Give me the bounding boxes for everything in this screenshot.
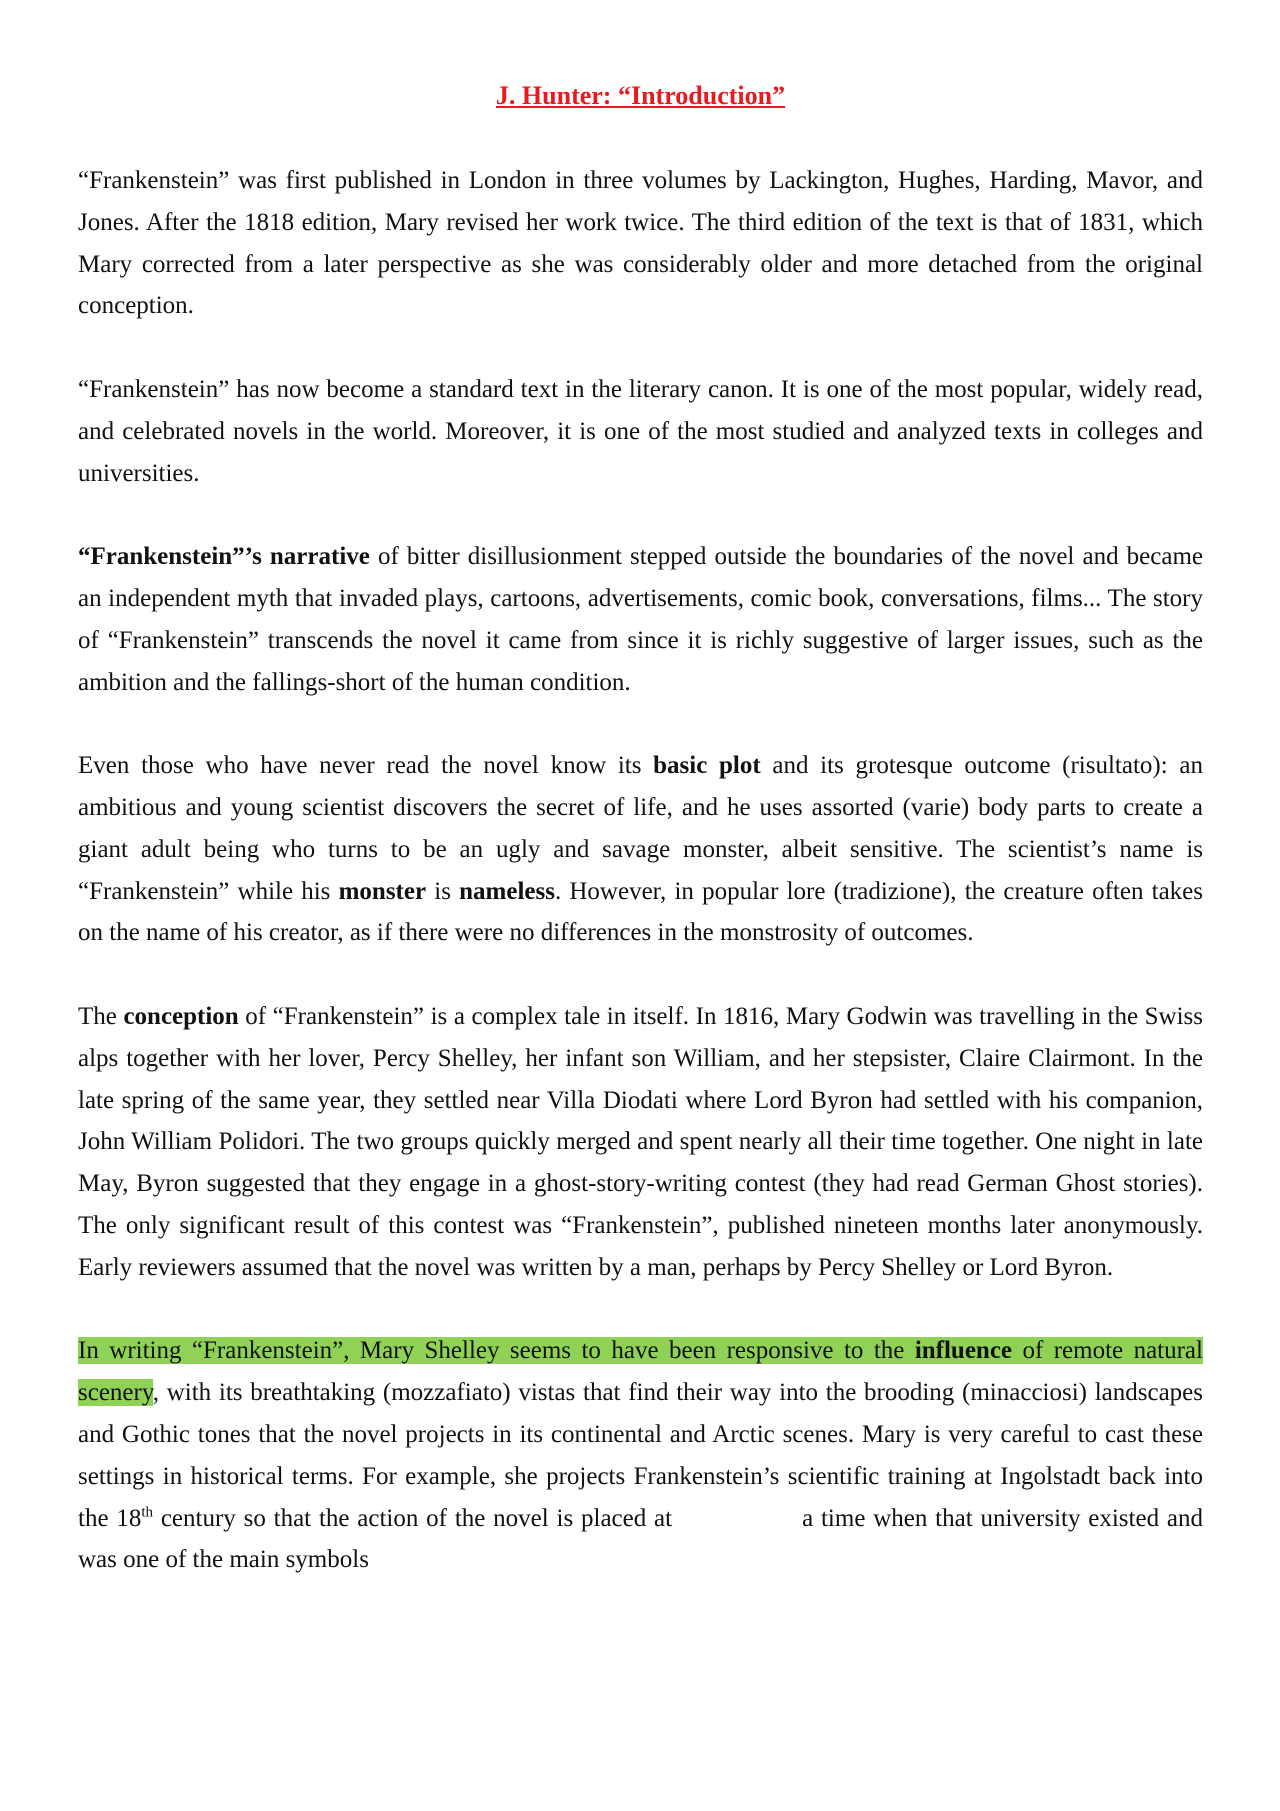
page-title: J. Hunter: “Introduction” [495,81,786,110]
paragraph-text: century so that the action of the novel is placed at [153,1504,673,1532]
paragraph-text: , with its breathtaking (mozzafiato) vistas that find their way into the brooding (minacciosi) landscapes and Gothic tones that the novel projects in its continental and Arctic scenes. Mary is very careful to cast these settings in historical terms. For example, she projects Frankenstein’s scientific training at Ingolstadt back into the 18 [78,1379,1203,1532]
paragraph-publication: “Frankenstein” was first published in London in three volumes by Lackington, Hughes, Harding, Mavor, and Jones. After the 1818 edition, Mary revised her work twice. The third edition of the text is that of 1831, which Mary corrected from a later perspective as she was considerably older and more detached from the original conception. [78,167,1203,320]
paragraph-conception [78,996,1203,1289]
paragraph-text: is [426,877,460,905]
paragraph-text: a time when that university existed and was one of the main symbols [78,1504,1203,1574]
paragraph-text: Even those who have never read the novel know its [78,752,654,780]
bold-phrase: influence [914,1337,1013,1365]
paragraph-text: of remote natural scenery [78,1337,1203,1407]
paragraph-narrative [78,536,1203,703]
paragraph-text: and its grotesque outcome (risultato): an ambitious and young scientist discovers the secret of life, and he uses assorted (varie) body parts to create a giant adult being who turns to be an ugly and savage monster, albeit sensitive. The scientist’s name is “Frankenstein” while his [78,752,1203,905]
superscript: th [141,1504,154,1521]
bold-phrase: basic plot [653,752,761,780]
paragraph-scenery [78,1330,1203,1581]
paragraph-text: . However, in popular lore (tradizione), the creature often takes on the name of his creator, as if there were no differences in the monstrosity of outcomes. [78,877,1203,947]
paragraph-text: In writing “Frankenstein”, Mary Shelley seems to have been responsive to the [78,1337,915,1365]
paragraph-canon: “Frankenstein” has now become a standard text in the literary canon. It is one of the most popular, widely read, and celebrated novels in the world. Moreover, it is one of the most studied and analyzed texts in colleges and universities. [78,375,1203,487]
paragraph-text: The [78,1002,124,1030]
paragraph-text: of bitter disillusionment stepped outside the boundaries of the novel and became an independent myth that invaded plays, cartoons, advertisements, comic book, conversations, films... The story of “Frankenstein” transcends the novel it came from since it is richly suggestive of larger issues, such as the ambition and the fallings-short of the human condition. [78,543,1203,696]
bold-phrase: monster [338,877,427,905]
paragraph-basic-plot [78,745,1203,954]
bold-phrase: conception [123,1002,239,1030]
bold-phrase: “Frankenstein”’s narrative [78,543,370,571]
document-page [78,78,1203,1623]
bold-phrase: nameless [459,877,555,905]
paragraph-text: of “Frankenstein” is a complex tale in itself. In 1816, Mary Godwin was travelling in the Swiss alps together with her lover, Percy Shelley, her infant son William, and her stepsister, Claire Clairmont. In the late spring of the same year, they settled near Villa Diodati where Lord Byron had settled with his companion, John William Polidori. The two groups quickly merged and spent nearly all their time together. One night in late May, Byron suggested that they engage in a ghost-story-writing contest (they had read German Ghost stories). The only significant result of this contest was “Frankenstein”, published nineteen months later anonymously. Early reviewers assumed that the novel was written by a man, perhaps by Percy Shelley or Lord Byron. [78,1002,1203,1281]
